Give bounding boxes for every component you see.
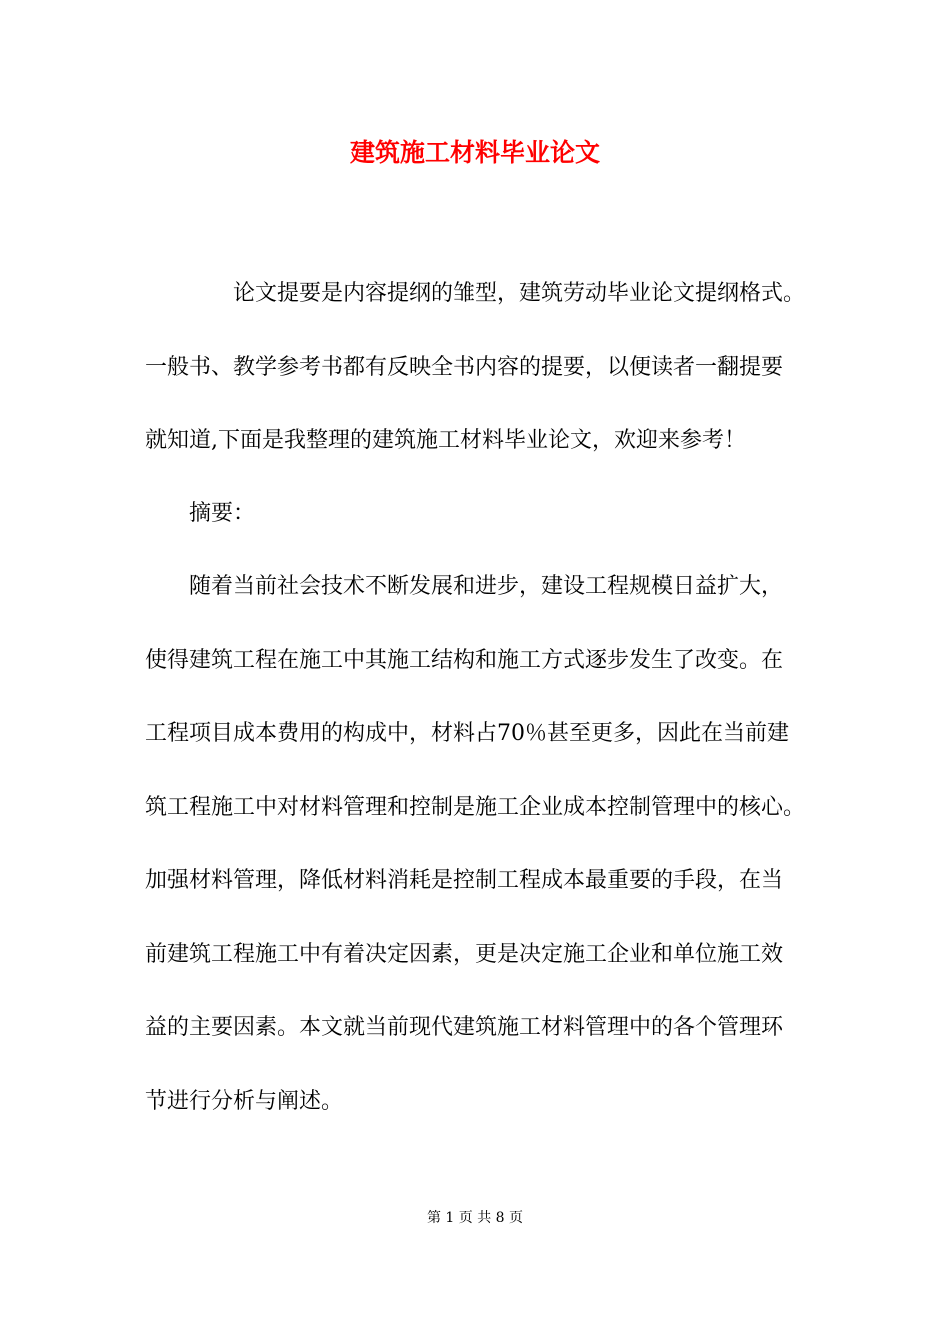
intro-line: 论文提要是内容提纲的雏型，建筑劳动毕业论文提纲格式。 <box>233 281 806 306</box>
abstract-line: 随着当前社会技术不断发展和进步，建设工程规模日益扩大， <box>189 574 784 599</box>
intro-paragraph <box>145 257 825 478</box>
abstract-line: 工程项目成本费用的构成中，材料占70％甚至更多，因此在当前建 <box>145 721 789 746</box>
abstract-line: 使得建筑工程在施工中其施工结构和施工方式逐步发生了改变。在 <box>145 647 784 673</box>
page-number-footer: 第 1 页 共 8 页 <box>426 1210 524 1226</box>
abstract-line: 筑工程施工中对材料管理和控制是施工企业成本控制管理中的核心。 <box>145 794 806 820</box>
abstract-line: 节进行分析与阐述。 <box>145 1088 344 1114</box>
intro-line: 就知道,下面是我整理的建筑施工材料毕业论文，欢迎来参考！ <box>145 428 746 453</box>
abstract-line: 加强材料管理，降低材料消耗是控制工程成本最重要的手段，在当 <box>145 868 784 893</box>
abstract-heading-paragraph <box>145 477 825 551</box>
document-title: 建筑施工材料毕业论文 <box>349 138 600 167</box>
intro-line: 一般书、教学参考书都有反映全书内容的提要，以便读者一翻提要 <box>145 354 784 380</box>
abstract-line: 益的主要因素。本文就当前现代建筑施工材料管理中的各个管理环 <box>145 1015 784 1040</box>
abstract-heading: 摘要： <box>189 501 256 526</box>
abstract-line: 前建筑工程施工中有着决定因素，更是决定施工企业和单位施工效 <box>145 941 784 967</box>
abstract-paragraph <box>145 550 825 1138</box>
